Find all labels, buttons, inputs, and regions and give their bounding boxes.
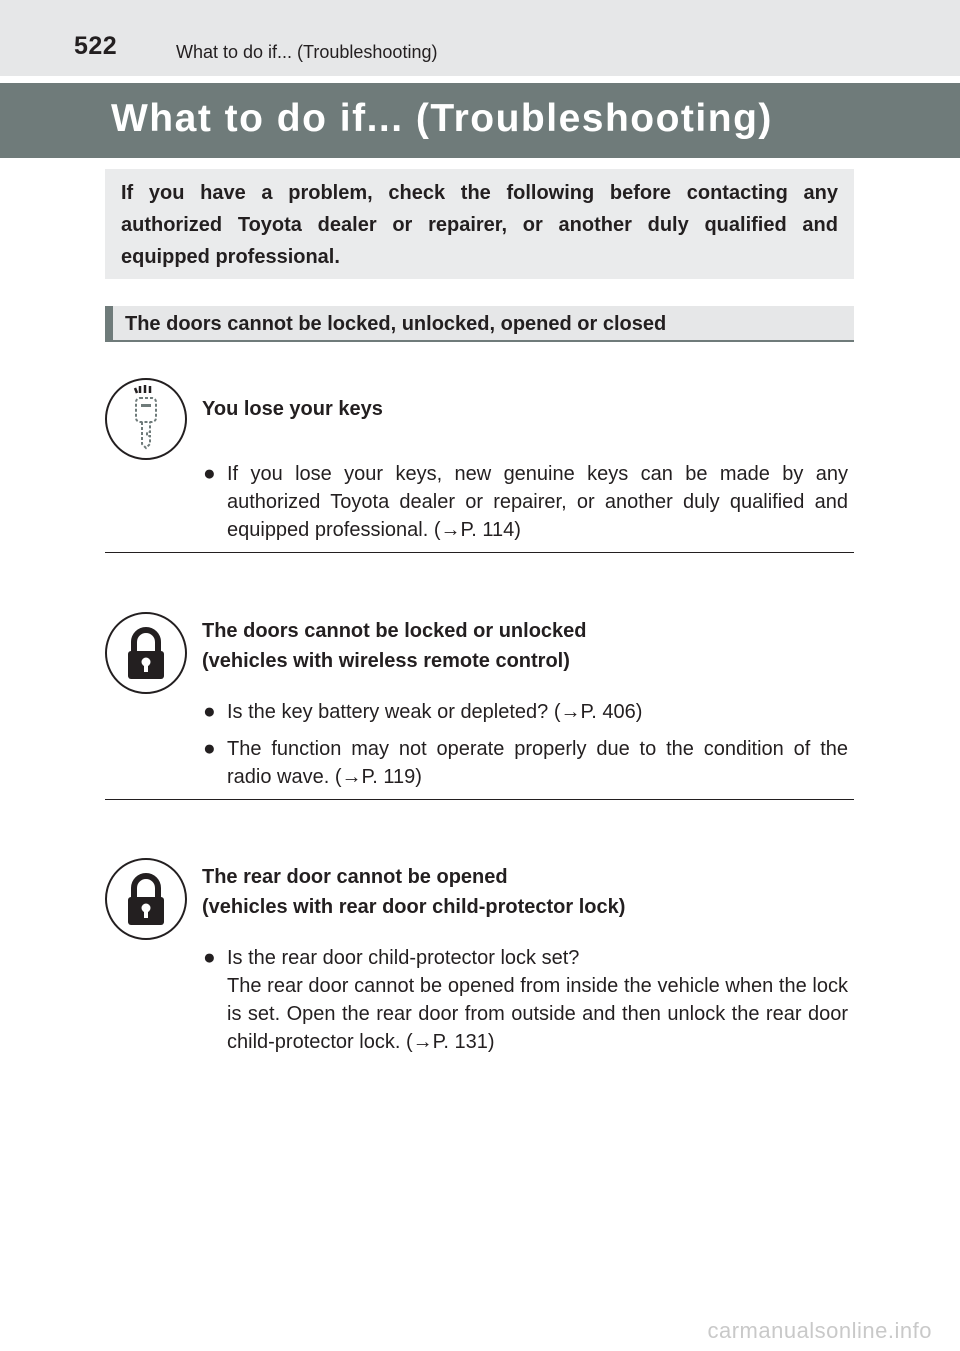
bullet-text: Is the key battery weak or depleted? (→P. 406) bbox=[227, 701, 643, 723]
item-title-line: (vehicles with rear door child-protector lock) bbox=[202, 896, 626, 918]
bullet-item bbox=[203, 735, 848, 791]
item-title bbox=[202, 394, 383, 424]
bullet-dot-icon: ● bbox=[203, 700, 216, 723]
page-title: What to do if... (Troubleshooting) bbox=[111, 97, 773, 140]
padlock-icon bbox=[105, 612, 187, 694]
section-heading: The doors cannot be locked, unlocked, opened or closed bbox=[105, 306, 854, 342]
bullet-line: Is the rear door child-protector lock set? bbox=[227, 947, 580, 969]
divider bbox=[105, 799, 854, 800]
bullet-text: The function may not operate properly due to the condition of the radio wave. (→P. 119) bbox=[227, 738, 848, 788]
bullet-item bbox=[203, 944, 848, 1056]
bullet-dot-icon: ● bbox=[203, 946, 216, 969]
intro-box: If you have a problem, check the following before contacting any authorized Toyota dealer or repairer, or another duly qualified and equipped professional. bbox=[105, 169, 854, 279]
divider bbox=[105, 552, 854, 553]
item-title-line: The doors cannot be locked or unlocked bbox=[202, 620, 587, 642]
item-title-line: You lose your keys bbox=[202, 398, 383, 420]
title-band bbox=[0, 83, 960, 158]
key-icon bbox=[105, 378, 187, 460]
bullet-item bbox=[203, 698, 848, 726]
bullet-text: If you lose your keys, new genuine keys can be made by any authorized Toyota dealer or repairer, or another duly qualified and equipped professional. (→P. 114) bbox=[227, 463, 848, 541]
bullet-dot-icon: ● bbox=[203, 737, 216, 760]
padlock-icon bbox=[105, 858, 187, 940]
running-head: What to do if... (Troubleshooting) bbox=[176, 42, 438, 62]
bullet-item bbox=[203, 460, 848, 544]
watermark: carmanualsonline.info bbox=[707, 1318, 932, 1343]
bullet-text bbox=[227, 944, 848, 1056]
bullet-dot-icon: ● bbox=[203, 462, 216, 485]
item-title bbox=[202, 616, 587, 676]
item-title-line: (vehicles with wireless remote control) bbox=[202, 650, 570, 672]
page-number: 522 bbox=[74, 32, 118, 60]
item-title bbox=[202, 862, 625, 922]
page-header-bar bbox=[0, 0, 960, 76]
bullet-line: The rear door cannot be opened from inside the vehicle when the lock is set. Open the rear door from outside and then unlock the rear door child-protector lock. (→P. 131) bbox=[227, 975, 848, 1053]
item-title-line: The rear door cannot be opened bbox=[202, 866, 508, 888]
